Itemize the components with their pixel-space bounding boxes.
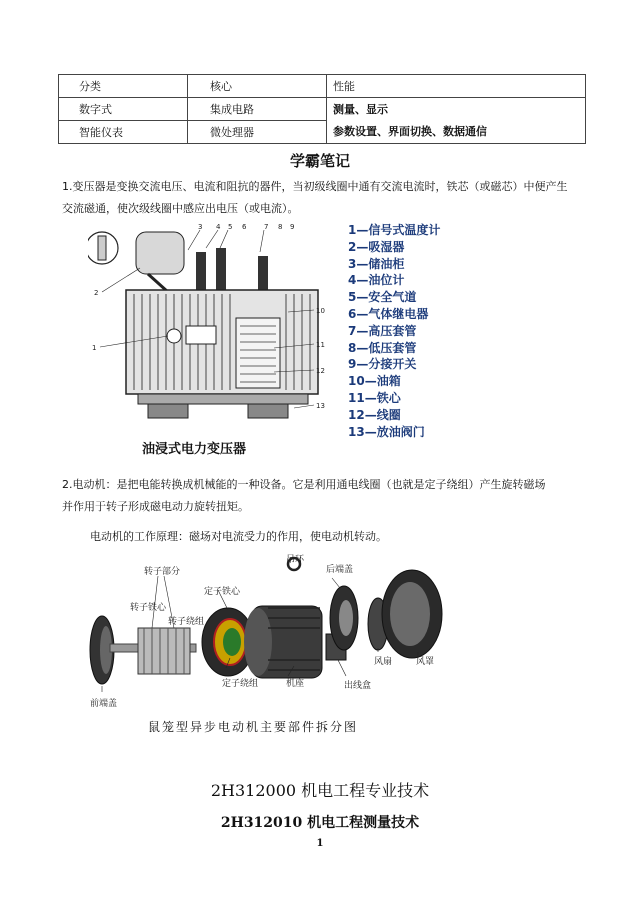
legend-item: 7—高压套管 bbox=[348, 323, 417, 338]
motor-label-front-cover: 前端盖 bbox=[90, 699, 118, 709]
legend-item: 4—油位计 bbox=[348, 273, 405, 288]
table-cell: 性能 bbox=[327, 75, 586, 98]
table-cell-line: 测量、显示 bbox=[333, 102, 388, 116]
motor-label-lifting-ring: 吊环 bbox=[286, 555, 305, 565]
motor-label-frame: 机座 bbox=[286, 679, 305, 689]
callout-label: 1 bbox=[92, 344, 97, 352]
notes-title: 学霸笔记 bbox=[289, 152, 350, 170]
motor-principle: 电动机的工作原理：磁场对电流受力的作用，使电动机转动。 bbox=[90, 530, 387, 543]
callout-label: 6 bbox=[242, 223, 247, 231]
callout-label: 3 bbox=[198, 223, 203, 231]
table-cell-line: 参数设置、界面切换、数据通信 bbox=[333, 124, 487, 138]
motor-label-stator-winding: 定子绕组 bbox=[222, 679, 259, 689]
motor-label-junction-box: 出线盒 bbox=[344, 681, 372, 691]
table-cell: 微处理器 bbox=[188, 121, 327, 144]
motor-label-rotor-core: 转子铁心 bbox=[130, 603, 167, 613]
transformer-paragraph bbox=[62, 176, 582, 220]
transformer-caption: 油浸式电力变压器 bbox=[142, 442, 247, 457]
table-header-row bbox=[59, 75, 586, 98]
legend-item: 8—低压套管 bbox=[348, 340, 417, 355]
subsection-title: 2H312010 机电工程测量技术 bbox=[220, 815, 420, 831]
table-cell: 智能仪表 bbox=[59, 121, 188, 144]
motor-label-rotor-part: 转子部分 bbox=[144, 567, 181, 577]
legend-item: 2—吸湿器 bbox=[348, 239, 405, 254]
motor-label-fan: 风扇 bbox=[374, 657, 393, 667]
motor-label-rear-cover: 后端盖 bbox=[326, 565, 354, 575]
legend-item: 1—信号式温度计 bbox=[348, 223, 441, 237]
paragraph-line: 并作用于转子形成磁电动力旋转扭矩。 bbox=[62, 500, 249, 513]
callout-label: 12 bbox=[316, 367, 325, 375]
table-cell: 分类 bbox=[59, 75, 188, 98]
callout-label: 4 bbox=[216, 223, 221, 231]
callout-label: 10 bbox=[316, 307, 325, 315]
motor-illustration bbox=[82, 548, 452, 712]
legend-item: 13—放油阀门 bbox=[348, 424, 425, 439]
callout-label: 7 bbox=[264, 223, 269, 231]
legend-item: 11—铁心 bbox=[348, 390, 401, 405]
legend-item: 10—油箱 bbox=[348, 374, 401, 389]
table-cell: 集成电路 bbox=[188, 98, 327, 121]
table-cell: 数字式 bbox=[59, 98, 188, 121]
callout-label: 5 bbox=[228, 223, 233, 231]
comparison-table bbox=[58, 74, 586, 144]
page-number: 1 bbox=[316, 838, 324, 849]
legend-item: 5—安全气道 bbox=[348, 290, 417, 305]
table-cell-merged bbox=[327, 98, 586, 144]
callout-label: 11 bbox=[316, 341, 325, 349]
legend-item: 6—气体继电器 bbox=[348, 306, 429, 321]
legend-item: 3—储油柜 bbox=[348, 256, 405, 271]
paragraph-line: 交流磁通，使次级线圈中感应出电压（或电流）。 bbox=[62, 202, 299, 215]
paragraph-line: 1.变压器是变换交流电压、电流和阻抗的器件，当初级线圈中通有交流电流时，铁芯（或磁芯）中便产生 bbox=[62, 180, 568, 193]
callout-label: 9 bbox=[290, 223, 295, 231]
transformer-illustration bbox=[88, 222, 336, 428]
motor-label-rotor-winding: 转子绕组 bbox=[168, 617, 205, 627]
transformer-legend bbox=[348, 222, 440, 440]
callout-label: 2 bbox=[94, 289, 99, 297]
callout-label: 13 bbox=[316, 402, 325, 410]
section-title: 2H312000 机电工程专业技术 bbox=[210, 781, 430, 800]
motor-paragraph bbox=[62, 474, 582, 518]
paragraph-line: 2.电动机：是把电能转换成机械能的一种设备。它是利用通电线圈（也就是定子绕组）产生旋转磁场 bbox=[62, 478, 546, 491]
legend-item: 9—分接开关 bbox=[348, 357, 417, 372]
motor-label-stator-core: 定子铁心 bbox=[204, 587, 241, 597]
legend-item: 12—线圈 bbox=[348, 407, 401, 422]
motor-label-fan-cover: 风罩 bbox=[416, 657, 435, 667]
table-cell: 核心 bbox=[188, 75, 327, 98]
table-row bbox=[59, 98, 586, 121]
motor-caption: 鼠笼型异步电动机主要部件拆分图 bbox=[148, 720, 359, 734]
callout-label: 8 bbox=[278, 223, 283, 231]
